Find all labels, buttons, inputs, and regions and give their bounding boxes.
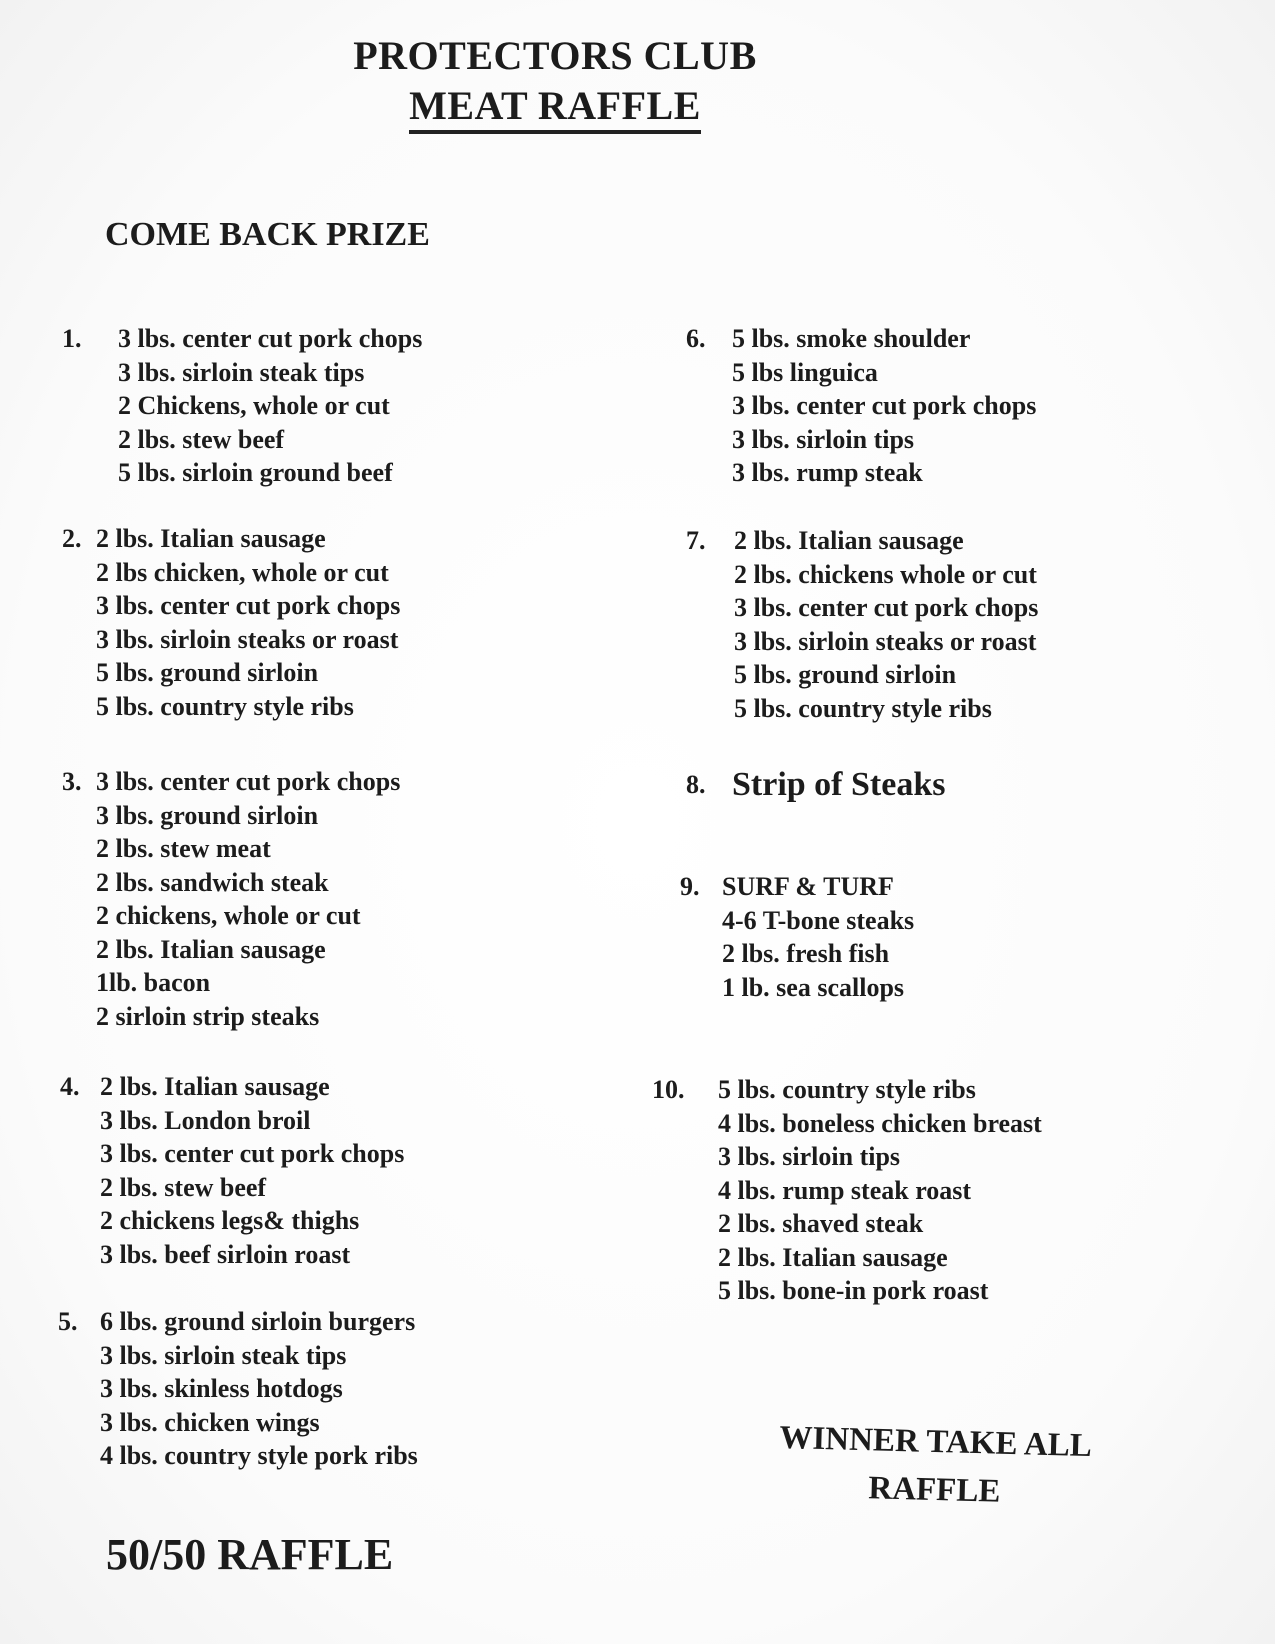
prize-number: 6. — [686, 324, 706, 353]
prize-item: 5 lbs. ground sirloin — [734, 660, 957, 689]
prize-item: 2 lbs. chickens whole or cut — [734, 559, 1037, 589]
prize-item: 5 lbs. country style ribs — [734, 693, 992, 723]
fifty-fifty-raffle: 50/50 RAFFLE — [106, 1530, 394, 1579]
prize-item: 3 lbs. chicken wings — [100, 1407, 320, 1437]
prize-item-list — [118, 322, 422, 490]
prize-item: 2 lbs. Italian sausage — [734, 526, 964, 555]
prize-item: 2 lbs. stew beef — [118, 424, 285, 454]
prize-item: 3 lbs. sirloin tips — [718, 1142, 901, 1171]
prize-item: 3 lbs. sirloin tips — [732, 424, 915, 454]
prize-item: 4 lbs. boneless chicken breast — [718, 1108, 1042, 1138]
prize-item: 3 lbs. center cut pork chops — [732, 391, 1037, 420]
prize-item-list — [734, 524, 1038, 725]
prize-number: 10. — [652, 1075, 685, 1104]
prize-item-list — [100, 1070, 404, 1271]
prize-item: Strip of Steaks — [732, 766, 946, 803]
prize-item: 3 lbs. center cut pork chops — [100, 1139, 405, 1168]
prize-item: 3 lbs. sirloin steaks or roast — [734, 626, 1037, 656]
raffle-title — [0, 83, 1110, 128]
prize-item-list — [732, 765, 945, 805]
prize-item: 4 lbs. rump steak roast — [718, 1175, 972, 1205]
prize-item: 4-6 T-bone steaks — [722, 905, 915, 935]
prize-item: 3 lbs. beef sirloin roast — [100, 1239, 351, 1269]
prize-item: 3 lbs. center cut pork chops — [96, 767, 401, 796]
prize-item: 2 Chickens, whole or cut — [118, 391, 390, 420]
prize-item: 5 lbs. country style ribs — [96, 691, 354, 721]
prize-item: 2 lbs chicken, whole or cut — [96, 557, 389, 587]
prize-item: 3 lbs. London broil — [100, 1105, 311, 1135]
prize-item: 3 lbs. center cut pork chops — [734, 593, 1039, 622]
prize-item: 2 lbs. Italian sausage — [718, 1242, 948, 1272]
prize-item: 3 lbs. center cut pork chops — [118, 324, 423, 353]
prize-number: 3. — [62, 767, 82, 796]
prize-item: 2 chickens legs& thighs — [100, 1206, 360, 1235]
prize-item: SURF & TURF — [722, 872, 894, 901]
prize-item-list — [732, 322, 1036, 490]
prize-item: 3 lbs. rump steak — [732, 458, 923, 487]
prize-item: 2 chickens, whole or cut — [96, 901, 361, 930]
prize-item: 5 lbs. country style ribs — [718, 1075, 976, 1104]
prize-item: 5 lbs linguica — [732, 357, 878, 387]
prize-item: 1lb. bacon — [96, 968, 211, 997]
prize-item: 3 lbs. skinless hotdogs — [100, 1374, 343, 1403]
prize-item: 3 lbs. sirloin steak tips — [100, 1340, 347, 1370]
prize-number: 2. — [62, 524, 82, 553]
prize-number: 1. — [62, 324, 82, 353]
club-title: PROTECTORS CLUB — [353, 33, 757, 78]
prize-item: 2 lbs. Italian sausage — [96, 524, 326, 553]
raffle-title-text: MEAT RAFFLE — [409, 83, 701, 134]
prize-item: 5 lbs. bone-in pork roast — [718, 1276, 989, 1305]
prize-item-list — [100, 1305, 418, 1473]
prize-item: 5 lbs. sirloin ground beef — [118, 458, 393, 487]
prize-item: 2 lbs. stew beef — [100, 1172, 267, 1202]
prize-item: 2 lbs. sandwich steak — [96, 867, 329, 897]
prize-number: 5. — [58, 1307, 78, 1336]
prize-item: 2 lbs. Italian sausage — [100, 1072, 330, 1101]
prize-item-list — [96, 522, 400, 723]
prize-item: 3 lbs. ground sirloin — [96, 800, 319, 830]
winner-raffle-line2: RAFFLE — [867, 1470, 1001, 1510]
prize-item: 5 lbs. ground sirloin — [96, 658, 319, 687]
prize-item: 2 lbs. Italian sausage — [96, 934, 326, 964]
prize-item: 3 lbs. sirloin steak tips — [118, 357, 365, 387]
prize-item-list — [722, 870, 914, 1004]
prize-number: 4. — [60, 1072, 80, 1101]
prize-item: 3 lbs. center cut pork chops — [96, 591, 401, 620]
prize-item: 1 lb. sea scallops — [722, 972, 905, 1002]
prize-item: 2 lbs. fresh fish — [722, 939, 890, 968]
prize-item: 3 lbs. sirloin steaks or roast — [96, 624, 399, 654]
prize-item: 4 lbs. country style pork ribs — [100, 1441, 418, 1470]
come-back-prize-heading: COME BACK PRIZE — [105, 216, 430, 253]
winner-raffle-line1: WINNER TAKE ALL — [779, 1419, 1093, 1465]
prize-item: 6 lbs. ground sirloin burgers — [100, 1307, 416, 1336]
prize-number: 7. — [686, 526, 706, 555]
prize-number: 9. — [680, 872, 700, 901]
prize-item: 2 sirloin strip steaks — [96, 1001, 320, 1031]
prize-item-list — [96, 765, 400, 1033]
prize-item: 2 lbs. stew meat — [96, 834, 271, 863]
prize-item: 2 lbs. shaved steak — [718, 1209, 924, 1238]
winner-take-all-raffle — [744, 1413, 1126, 1519]
prize-number: 8. — [686, 770, 706, 799]
prize-item: 5 lbs. smoke shoulder — [732, 324, 971, 353]
prize-item-list — [718, 1073, 1042, 1308]
